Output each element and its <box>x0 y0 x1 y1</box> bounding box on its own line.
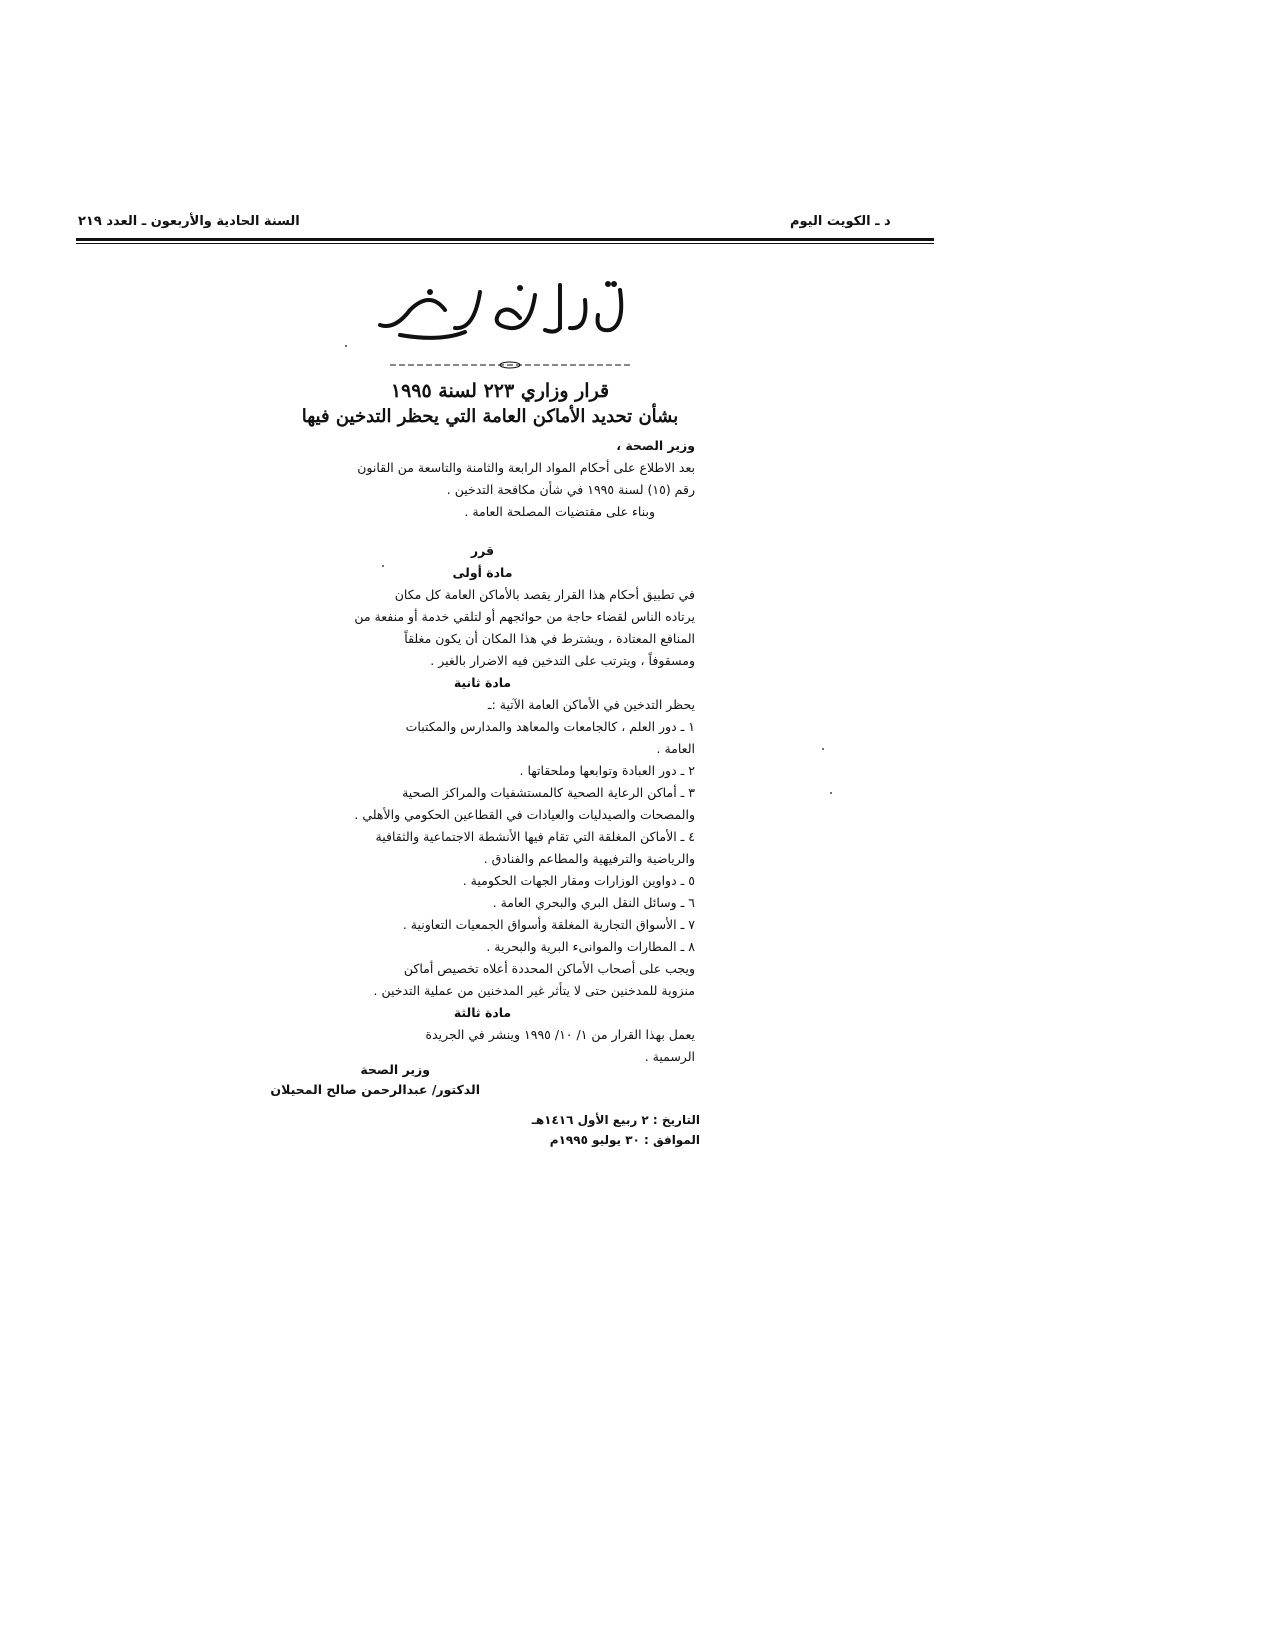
scan-speck <box>830 792 832 794</box>
list-item: ٥ ـ دواوين الوزارات ومقار الجهات الحكومية . <box>462 873 695 888</box>
article-line: يرتاده الناس لقضاء حاجة من حوائجهم أو لتلقي خدمة أو منفعة من <box>354 609 695 624</box>
gregorian-date: الموافق : ٣٠ يوليو ١٩٩٥م <box>549 1133 700 1147</box>
article-heading: مادة ثانية <box>453 675 512 690</box>
decree-subject: بشأن تحديد الأماكن العامة التي يحظر التدخين فيها <box>301 406 679 427</box>
header-rule <box>76 238 934 241</box>
preamble-minister: وزير الصحة ، <box>616 438 695 453</box>
list-item: ١ ـ دور العلم ، كالجامعات والمعاهد والمدارس والمكتبات <box>405 719 695 734</box>
preamble <box>270 435 695 523</box>
list-item: والرياضية والترفيهية والمطاعم والفنادق . <box>483 851 695 866</box>
article-heading: مادة ثالثة <box>453 1005 512 1020</box>
list-item: ٢ ـ دور العبادة وتوابعها وملحقاتها . <box>519 763 695 778</box>
list-item: ٦ ـ وسائل النقل البري والبحري العامة . <box>492 895 695 910</box>
ministry-calligraphy-logo <box>370 270 650 350</box>
scan-speck <box>822 748 824 750</box>
list-item: العامة . <box>656 741 695 756</box>
signature-block <box>270 1060 690 1100</box>
article-line: ومسقوفاً ، ويترتب على التدخين فيه الاضرار بالغير . <box>430 653 695 668</box>
article-line: الرسمية . <box>644 1049 695 1064</box>
publication-name: د ـ الكويت اليوم <box>790 214 891 229</box>
preamble-line: رقم (١٥) لسنة ١٩٩٥ في شأن مكافحة التدخين . <box>446 482 695 497</box>
scan-speck <box>345 345 347 347</box>
list-item: ٨ ـ المطارات والموانىء البرية والبحرية . <box>486 939 695 954</box>
signature-title: وزير الصحة <box>360 1062 430 1077</box>
date-block <box>490 1110 700 1150</box>
list-item: ٧ ـ الأسواق التجارية المغلقة وأسواق الجمعيات التعاونية . <box>402 917 695 932</box>
scan-speck <box>382 565 384 567</box>
list-item: والمصحات والصيدليات والعيادات في القطاعين الحكومي والأهلي . <box>354 807 695 822</box>
decision-heading: قرر <box>470 543 495 558</box>
issue-info: السنة الحادية والأربعون ـ العدد ٢١٩ <box>78 214 300 229</box>
article-line: يعمل بهذا القرار من ١/ ١٠/ ١٩٩٥ وينشر في الجريدة <box>425 1027 695 1042</box>
preamble-line: وبناء على مقتضيات المصلحة العامة . <box>464 504 655 519</box>
article-intro: يحظر التدخين في الأماكن العامة الآتية :ـ <box>487 697 695 712</box>
decision-body <box>270 540 695 1068</box>
ornamental-divider <box>370 360 650 370</box>
decree-title: قرار وزاري ٢٢٣ لسنة ١٩٩٥ <box>390 380 610 402</box>
article-line: في تطبيق أحكام هذا القرار يقصد بالأماكن العامة كل مكان <box>394 587 695 602</box>
signature-name: الدكتور/ عبدالرحمن صالح المحيلان <box>270 1082 480 1097</box>
list-item: منزوية للمدخنين حتى لا يتأثر غير المدخنين من عملية التدخين . <box>373 983 695 998</box>
article-line: المنافع المعتادة ، ويشترط في هذا المكان أن يكون مغلقاً <box>404 631 695 646</box>
list-item: ويجب على أصحاب الأماكن المحددة أعلاه تخصيص أماكن <box>403 961 695 976</box>
list-item: ٤ ـ الأماكن المغلقة التي تقام فيها الأنشطة الاجتماعية والثقافية <box>375 829 695 844</box>
header-rule-thin <box>76 243 934 244</box>
article-heading: مادة أولى <box>452 565 513 580</box>
preamble-line: بعد الاطلاع على أحكام المواد الرابعة والثامنة والتاسعة من القانون <box>357 460 695 475</box>
hijri-date: التاريخ : ٢ ربيع الأول ١٤١٦هـ <box>531 1113 700 1127</box>
list-item: ٣ ـ أماكن الرعاية الصحية كالمستشفيات والمراكز الصحية <box>402 785 695 800</box>
